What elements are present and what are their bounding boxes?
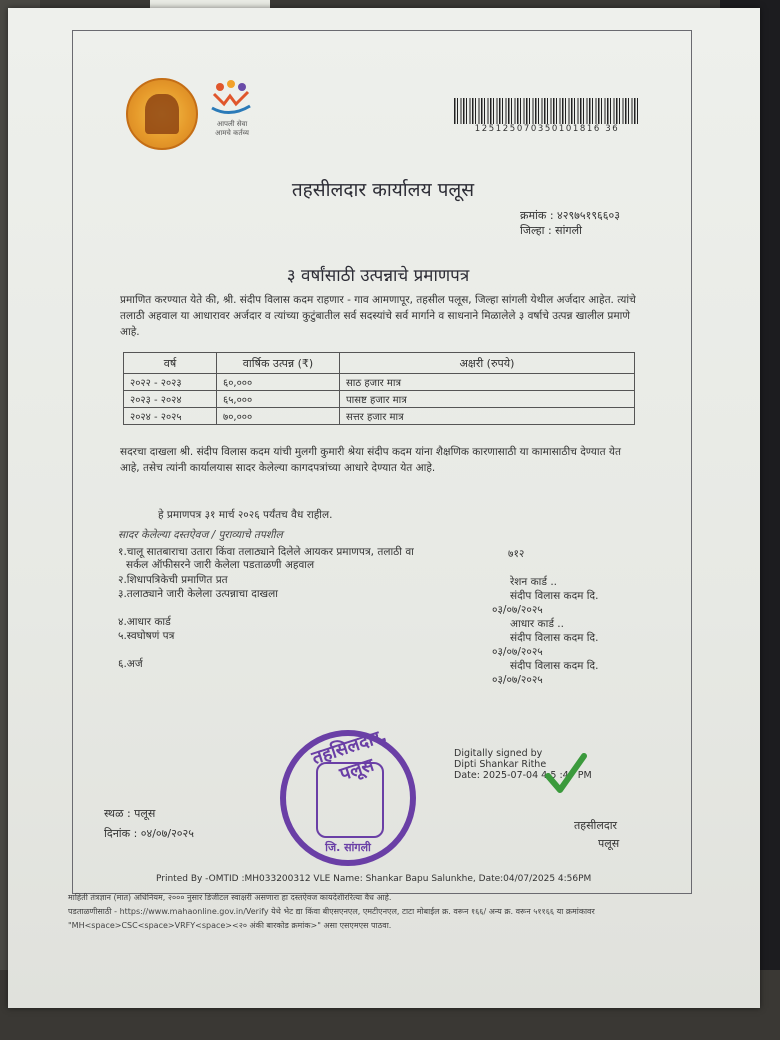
document-annotation: रेशन कार्ड ..: [510, 576, 558, 588]
validity-text: हे प्रमाणपत्र ३१ मार्च २०२६ पर्यंतच वैध राहील.: [158, 509, 333, 521]
cell-year: २०२३ - २०२४: [124, 391, 217, 408]
legal-note: माहिती तंत्रज्ञान (मात) अधिनियम, २००० नुसार डिजीटल स्वाक्षरी असणारा हा दस्तऐवज कायदेशीररित्या वैध आहे.: [68, 893, 392, 902]
seal-bottom-text: जि. सांगली: [325, 841, 371, 854]
table-row: [124, 391, 635, 408]
cell-year: २०२२ - २०२३: [124, 374, 217, 391]
cell-words: पासष्ट हजार मात्र: [340, 391, 635, 408]
document-item: सर्कल ऑफीसरने जारी केलेला पडताळणी अहवाल: [126, 559, 315, 571]
seal-top-text: तहसिलदार, पलूस: [309, 725, 390, 786]
income-table: [123, 352, 635, 425]
verification-note: पडताळणीसाठी - https://www.mahaonline.gov.in/Verify येथे भेट द्या किंवा बीएसएनएल, एमटीएनएल, टाटा मोबाईल क्र. वरून १६६/ अन्य क्र. वरून ५११६६ या क्रमांकावर: [68, 907, 595, 916]
place: स्थळ : पलूस: [104, 807, 156, 820]
maharashtra-emblem-icon: [126, 78, 198, 150]
table-row: [124, 374, 635, 391]
table-row: [124, 408, 635, 425]
aaple-sarkar-logo-icon: [204, 78, 256, 118]
cell-income: ७०,०००: [217, 408, 340, 425]
signatory-place: पलूस: [598, 837, 620, 850]
certificate-title: ३ वर्षांसाठी उत्पन्नाचे प्रमाणपत्र: [286, 266, 470, 286]
signature-line: Date: 2025-07-04 4:5 :47 PM: [454, 770, 592, 781]
certificate-sheet: [8, 8, 760, 1008]
signature-line: Digitally signed by: [454, 748, 543, 759]
signature-line: Dipti Shankar Rithe: [454, 759, 547, 770]
document-item: १.चालू सातबाराचा उतारा किंवा तलाठ्याने दिलेले आयकर प्रमाणपत्र, तलाठी वा: [118, 546, 414, 558]
printed-by: Printed By -OMTID :MH033200312 VLE Name: Shankar Bapu Salunkhe, Date:04/07/2025 4:56PM: [156, 874, 592, 884]
issue-date: दिनांक : ०४/०७/२०२५: [104, 827, 194, 840]
cell-income: ६५,०००: [217, 391, 340, 408]
sms-note: "MH<space>CSC<space>VRFY<space><२० अंकी बारकोड क्रमांक>" असा एसएमएस पाठवा.: [68, 921, 392, 930]
document-annotation: संदीप विलास कदम दि.: [510, 660, 599, 672]
table-header-row: [124, 353, 635, 374]
aaple-sarkar-tagline: आपली सेवा आमचे कर्तव्य: [215, 120, 249, 137]
column-header-year: वर्ष: [124, 353, 217, 374]
document-annotation: ०३/०७/२०२५: [492, 646, 543, 658]
signature-valid-check-icon: [544, 750, 588, 798]
cell-words: सत्तर हजार मात्र: [340, 408, 635, 425]
documents-heading: सादर केलेल्या दस्तऐवज / पुराव्याचे तपशील: [118, 529, 283, 541]
column-header-words: अक्षरी (रुपये): [340, 353, 635, 374]
barcode: [454, 98, 640, 124]
cell-words: साठ हजार मात्र: [340, 374, 635, 391]
certificate-number: क्रमांक : ४२९७५१९६६०३: [520, 209, 620, 222]
signatory-title: तहसीलदार: [574, 819, 618, 832]
document-annotation: संदीप विलास कदम दि.: [510, 590, 599, 602]
document-annotation: संदीप विलास कदम दि.: [510, 632, 599, 644]
document-annotation: ७१२: [508, 548, 525, 560]
column-header-income: वार्षिक उत्पन्न (₹): [217, 353, 340, 374]
document-item: ३.तलाठ्याने जारी केलेला उत्पन्नाचा दाखला: [118, 588, 278, 600]
certification-paragraph: प्रमाणित करण्यात येते की, श्री. संदीप विलास कदम राहणार - गाव आमणापूर, तहसील पलूस, जिल्हा सांगली येथील अर्जदार आहेत. त्यांचे तलाठी अहवाल या आधारावर अर्जदार व त्यांच्या कुटुंबातील सर्व सदस्यांचे सर्व मार्गाने व साधनाने मिळालेले ३ वर्षाचे उत्पन्न खालील प्रमाणे आहे.: [120, 294, 636, 338]
barcode-number: 125125070350101816 36: [474, 124, 620, 134]
purpose-paragraph: सदरचा दाखला श्री. संदीप विलास कदम यांची मुलगी कुमारी श्रेया संदीप कदम यांना शैक्षणिक कारणासाठी या कामासाठीच देण्यात येत आहे, तसेच त्यांनी कार्यालयास सादर केलेल्या कागदपत्रांच्या आधारे देण्यात येत आहे.: [120, 446, 621, 474]
document-item: ४.आधार कार्ड: [118, 616, 171, 628]
document-item: ५.स्वघोषणं पत्र: [118, 630, 175, 642]
district: जिल्हा : सांगली: [520, 224, 582, 237]
document-item: ६.अर्ज: [118, 658, 143, 670]
cell-income: ६०,०००: [217, 374, 340, 391]
cell-year: २०२४ - २०२५: [124, 408, 217, 425]
document-annotation: आधार कार्ड ..: [510, 618, 564, 630]
document-annotation: ०३/०७/२०२५: [492, 674, 543, 686]
document-item: २.शिधापत्रिकेची प्रमाणित प्रत: [118, 574, 228, 586]
document-annotation: ०३/०७/२०२५: [492, 604, 543, 616]
office-title: तहसीलदार कार्यालय पलूस: [291, 179, 475, 201]
